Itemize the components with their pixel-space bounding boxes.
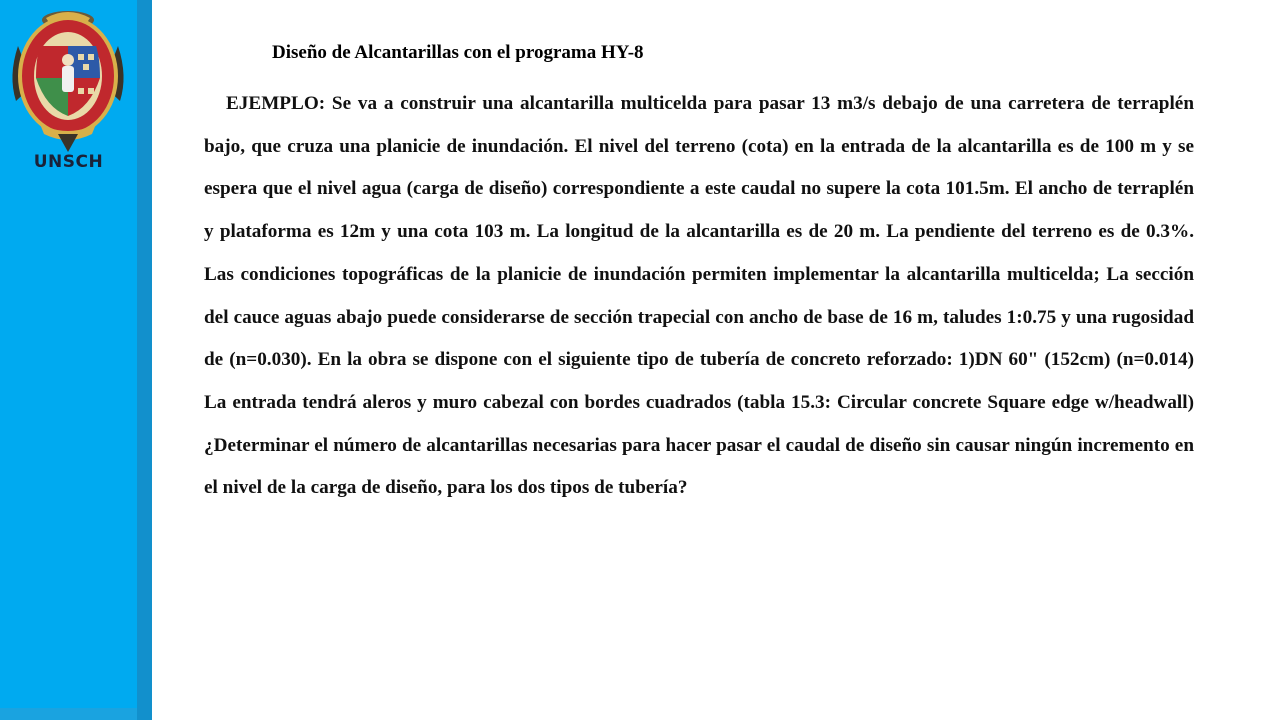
sidebar <box>0 0 152 720</box>
example-paragraph: EJEMPLO: Se va a construir una alcantarilla multicelda para pasar 13 m3/s debajo de una carretera de terraplén bajo, que cruza una planicie de inundación. El nivel del terreno (cota) en la entrada de la alcantarilla es de 100 m y se espera que el nivel agua (carga de diseño) correspondiente a este caudal no supere la cota 101.5m. El ancho de terraplén y plataforma es 12m y una cota 103 m. La longitud de la alcantarilla es de 20 m. La pendiente del terreno es de 0.3%. Las condiciones topográficas de la planicie de inundación permiten implementar la alcantarilla multicelda; La sección del cauce aguas abajo puede considerarse de sección trapecial con ancho de base de 16 m, taludes 1:0.75 y una rugosidad de (n=0.030). En la obra se dispone con el siguiente tipo de tubería de concreto reforzado: 1)DN 60" (152cm) (n=0.014) La entrada tendrá aleros y muro cabezal con bordes cuadrados (tabla 15.3: Circular concrete Square edge w/headwall) ¿Determinar el número de alcantarillas necesarias para hacer pasar el caudal de diseño sin causar ningún incremento en el nivel de la carga de diseño, para los dos tipos de tubería? <box>204 93 1194 499</box>
university-acronym: UNSCH <box>33 152 104 172</box>
slide-title: Diseño de Alcantarillas con el programa HY-8 <box>272 42 644 63</box>
university-crest-icon <box>6 6 130 156</box>
sidebar-edge <box>137 0 152 720</box>
